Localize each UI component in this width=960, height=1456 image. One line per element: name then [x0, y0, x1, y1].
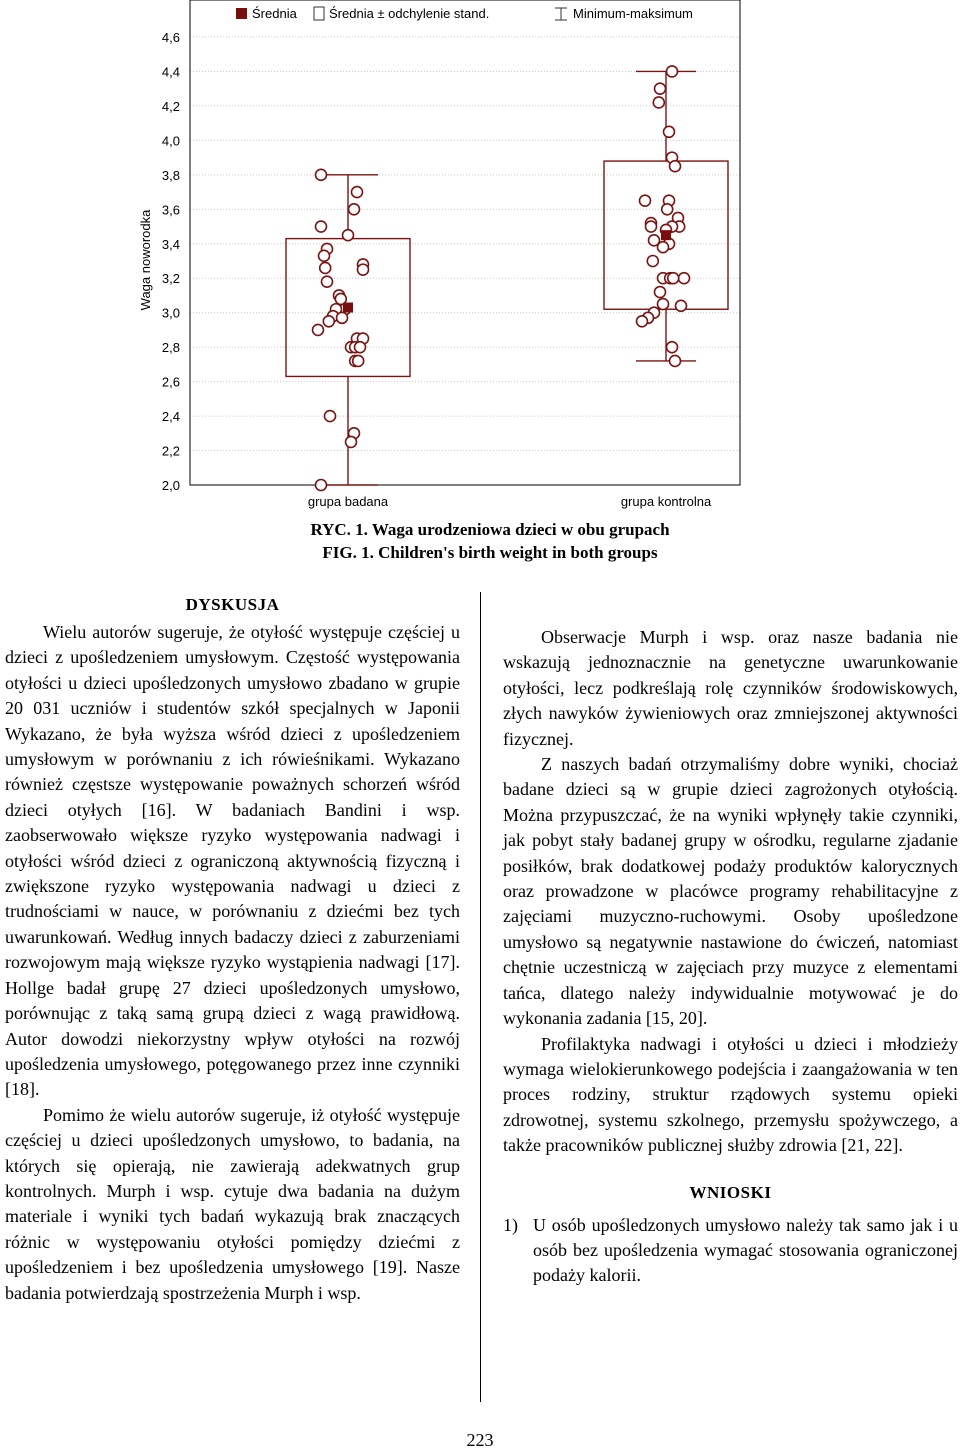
x-category-label: grupa badana [307, 494, 389, 509]
y-tick-label: 2,0 [161, 478, 180, 493]
legend-label: Średnia [252, 6, 297, 21]
y-tick-label: 2,6 [161, 374, 180, 390]
data-point [640, 195, 651, 206]
y-tick-label: 3,8 [161, 167, 180, 183]
y-tick-label: 2,4 [161, 409, 180, 425]
data-point [679, 273, 690, 284]
data-point [358, 264, 369, 275]
data-point [667, 66, 678, 77]
figure-caption-pl: RYC. 1. Waga urodzeniowa dzieci w obu grupach [310, 520, 670, 539]
section-heading-dyskusja: DYSKUSJA [185, 595, 280, 614]
data-point [337, 312, 348, 323]
data-point [667, 342, 678, 353]
y-tick-label: 4,6 [161, 30, 180, 45]
x-category-label: grupa kontrolna [620, 494, 712, 509]
data-point [323, 316, 334, 327]
data-point [320, 262, 331, 273]
mean-marker [661, 230, 671, 240]
data-point [662, 204, 673, 215]
column-divider [480, 592, 481, 1402]
data-point [322, 276, 333, 287]
birth-weight-chart [0, 0, 960, 515]
paragraph: Z naszych badań otrzymaliśmy dobre wyniki, chociaż badane dzieci są w grupie dzieci zagrożonych otyłością. Można przypuszczać, że na wyniki wpłynęły takie czynniki, jak pobyt stały badanej grupy w ośrodku, regularne zjadanie posiłków, brak dodatkowej podaży produktów kalorycznych oraz prowadzone w placówce programy rehabilitacyjne z zajęciami muzyczno-ruchowymi. Osoby upośledzone umysłowo są negatywnie nastawione do ćwiczeń, natomiast chętnie uczestniczą w zajęciach przy muzyce z elementami tańca, dlatego należy indywidualnie motywować je do wykonania zadania [15, 20]. [503, 754, 958, 1029]
legend-mean-swatch [236, 8, 247, 19]
legend-label: Średnia ± odchylenie stand. [329, 6, 490, 21]
paragraph: Pomimo że wielu autorów sugeruje, iż otyłość występuje częściej u dzieci upośledzonych umysłowo, to badania, na których się opierają, nie zawierają adekwatnych grup kontrolnych. Murph i wsp. cytuje dwa badania na dużym materiale i wyniki tych badań wykazują brak znaczących różnic w występowaniu otyłości pomiędzy dziećmi z upośledzeniem i bez upośledzenia umysłowego [19]. Nasze badania potwierdzają spostrzeżenia Murph i wsp. [5, 1104, 460, 1303]
paragraph: Wielu autorów sugeruje, że otyłość występuje częściej u dzieci z upośledzeniem umysłowym. Częstość występowania otyłości u dzieci upośledzonych umysłowo zbadano w grupie 20 031 uczniów i studentów szkół specjalnych w Japonii Wykazano, że była wyższa wśród dzieci z upośledzeniem umysłowym w porównaniu z ich rówieśnikami. Wykazano również częstsze występowanie poważnych schorzeń wśród dzieci otyłych [16]. W badaniach Bandini i wsp. zaobserwowało większe ryzyko występowania nadwagi i otyłości wśród dzieci z ograniczoną aktywnością fizyczną i zwiększone ryzyko występowania nadwagi u dzieci z trudnościami w nauce, w porównaniu z dziećmi bez tych uwarunkowań. Według innych badaczy dzieci z zaburzeniami rozwojowym mają większe ryzyko wystąpienia nadwagi [17]. Hollge badał grupę 27 dzieci upośledzonych umysłowo, porównując z taką samą grupą dzieci z wagą prawidłową. Autor dowodzi niekorzystny wpływ otyłości na rozwój upośledzenia umysłowego, potęgowanego przez inne czynniki [18]. [5, 622, 460, 1100]
y-tick-label: 3,2 [161, 271, 180, 287]
y-tick-label: 4,4 [161, 64, 180, 80]
data-point [646, 221, 657, 232]
data-point [319, 250, 330, 261]
data-point [353, 355, 364, 366]
y-axis-label: Waga noworodka [138, 209, 153, 311]
conclusion-text: U osób upośledzonych umysłowo należy tak samo jak i u osób bez upośledzenia wymagać stosowania ograniczonej podaży kalorii. [533, 1214, 958, 1286]
data-point [670, 161, 681, 172]
y-tick-label: 3,4 [161, 236, 180, 252]
mean-marker [343, 303, 353, 313]
data-point [655, 287, 666, 298]
data-point [670, 355, 681, 366]
data-point [343, 230, 354, 241]
y-tick-label: 2,8 [161, 340, 180, 356]
data-point [653, 97, 664, 108]
data-point [316, 480, 327, 491]
y-tick-label: 4,0 [161, 133, 180, 149]
right-column [503, 625, 958, 1289]
legend-box-swatch [314, 7, 324, 20]
data-point [346, 436, 357, 447]
data-point [349, 204, 360, 215]
data-point [352, 187, 363, 198]
data-point [676, 300, 687, 311]
left-column [5, 590, 460, 1306]
conclusion-item [503, 1213, 958, 1289]
data-point [658, 299, 669, 310]
data-point [325, 411, 336, 422]
y-tick-label: 2,2 [161, 443, 180, 459]
data-point [316, 221, 327, 232]
section-heading-wnioski: WNIOSKI [689, 1182, 772, 1202]
paragraph: Profilaktyka nadwagi i otyłości u dzieci i młodzieży wymaga wielokierunkowego podejścia i zaangażowania w ten proces rodziny, struktur rządowych systemu opieki zdrowotnej, systemu szkolnego, przemysłu spożywczego, a także pracowników publicznej służby zdrowia [21, 22]. [503, 1033, 958, 1156]
page-number: 223 [466, 1430, 494, 1450]
paragraph: Obserwacje Murph i wsp. oraz nasze badania nie wskazują jednoznacznie na genetyczne uwarunkowanie otyłości, lecz podkreślają rolę czynników środowiskowych, złych nawyków żywieniowych oraz zmniejszonej aktywności fizycznej. [503, 627, 958, 749]
legend-label: Minimum-maksimum [573, 6, 693, 21]
data-point [637, 316, 648, 327]
data-point [664, 126, 675, 137]
y-tick-label: 4,2 [161, 98, 180, 114]
data-point [655, 83, 666, 94]
data-point [313, 324, 324, 335]
data-point [668, 273, 679, 284]
data-point [355, 342, 366, 353]
data-point [658, 242, 669, 253]
data-point [647, 256, 658, 267]
data-point [316, 169, 327, 180]
conclusion-number: 1) [503, 1214, 518, 1235]
y-tick-label: 3,0 [161, 305, 180, 321]
y-tick-label: 3,6 [161, 202, 180, 218]
figure-caption-en: FIG. 1. Children's birth weight in both groups [322, 543, 658, 562]
